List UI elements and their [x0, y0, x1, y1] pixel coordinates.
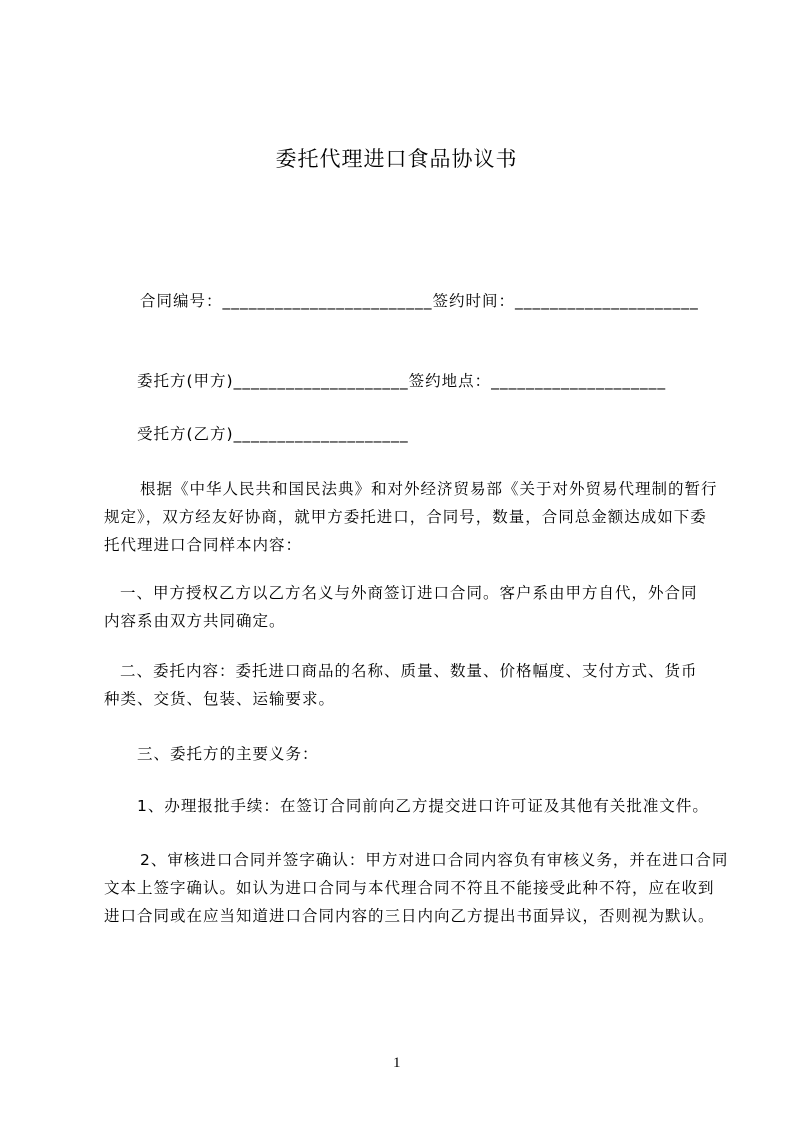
- preamble-line: 根据《中华人民共和国民法典》和对外经济贸易部《关于对外贸易代理制的暂行: [140, 480, 718, 498]
- clause-1-line: 内容系由双方共同确定。: [104, 612, 286, 630]
- item-2-line: 进口合同或在应当知道进口合同内容的三日内向乙方提出书面异议，否则视为默认。: [104, 907, 715, 925]
- item-2-line: 文本上签字确认。如认为进口合同与本代理合同不符且不能接受此种不符，应在收到: [104, 879, 715, 897]
- clause-1-line: 一、甲方授权乙方以乙方名义与外商签订进口合同。客户系由甲方自代，外合同: [120, 584, 698, 602]
- contract-number-field: 合同编号：________________________签约时间：_____________________: [140, 292, 699, 310]
- item-1: 1、办理报批手续：在签订合同前向乙方提交进口许可证及其他有关批准文件。: [137, 797, 709, 815]
- clause-3-heading: 三、委托方的主要义务：: [137, 745, 319, 763]
- party-b-field: 受托方(乙方)____________________: [137, 425, 409, 443]
- item-2-line: 2、审核进口合同并签字确认：甲方对进口合同内容负有审核义务，并在进口合同: [140, 851, 729, 869]
- party-a-field: 委托方(甲方)____________________签约地点：____________________: [137, 372, 667, 390]
- clause-2-line: 种类、交货、包装、运输要求。: [104, 690, 336, 708]
- preamble-line: 规定》，双方经友好协商，就甲方委托进口，合同号，数量，合同总金额达成如下委: [104, 508, 707, 526]
- page-number: 1: [393, 1055, 401, 1071]
- preamble-line: 托代理进口合同样本内容：: [104, 536, 303, 554]
- clause-2-line: 二、委托内容：委托进口商品的名称、质量、数量、价格幅度、支付方式、货币: [120, 662, 698, 680]
- document-title: 委托代理进口食品协议书: [275, 147, 518, 171]
